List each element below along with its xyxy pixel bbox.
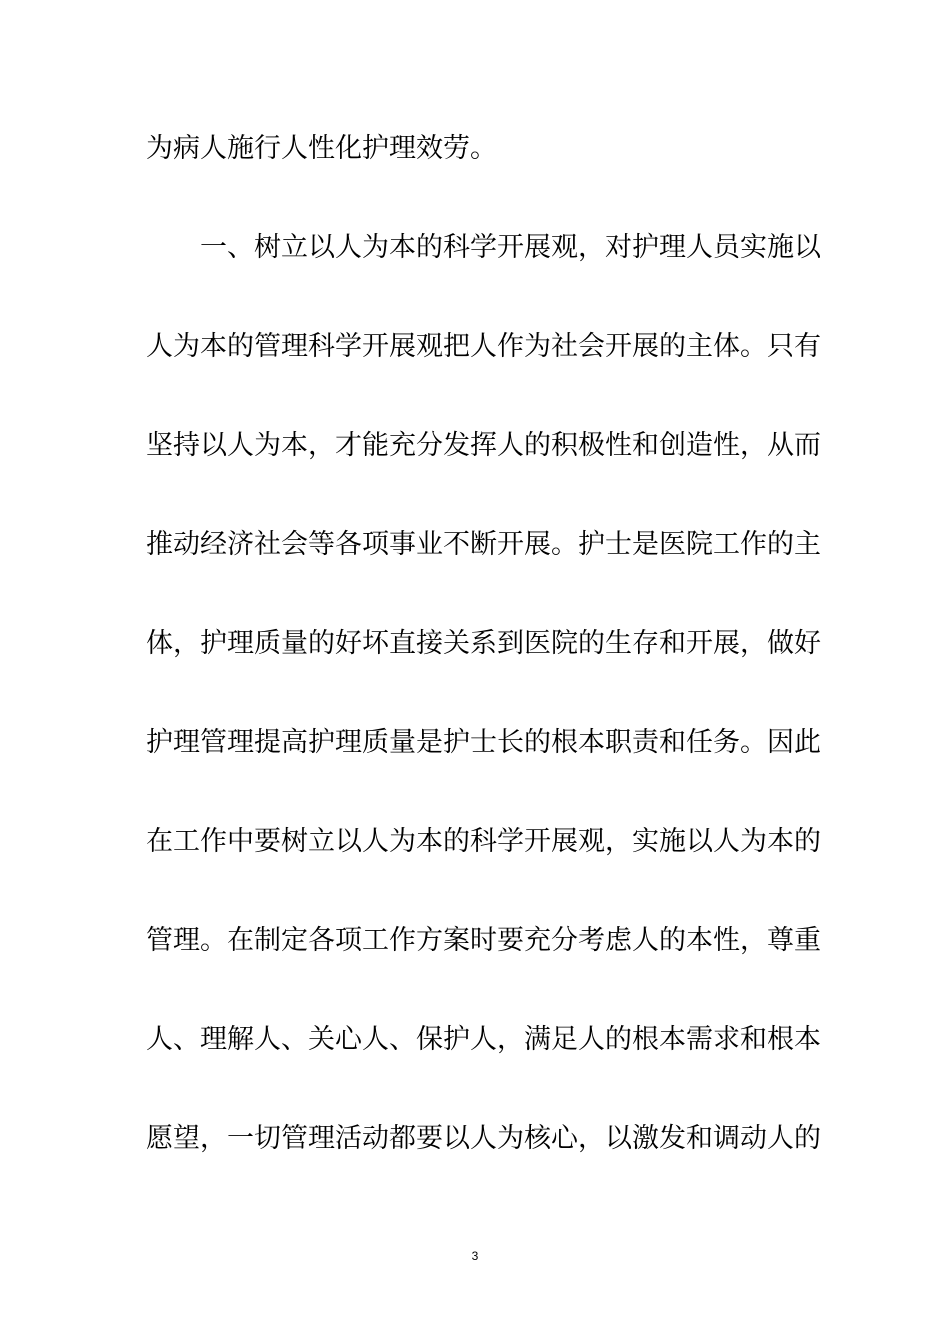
paragraph-line-5: 推动经济社会等各项事业不断开展。护士是医院工作的主 [146, 529, 821, 560]
paragraph-line-8: 在工作中要树立以人为本的科学开展观，实施以人为本的 [146, 826, 821, 857]
paragraph-line-3: 人为本的管理科学开展观把人作为社会开展的主体。只有 [146, 331, 821, 362]
paragraph-line-7: 护理管理提高护理质量是护士长的根本职责和任务。因此 [146, 727, 821, 758]
paragraph-line-4: 坚持以人为本，才能充分发挥人的积极性和创造性，从而 [146, 430, 821, 461]
paragraph-line-6: 体，护理质量的好坏直接关系到医院的生存和开展，做好 [146, 628, 821, 659]
paragraph-line-11: 愿望，一切管理活动都要以人为核心，以激发和调动人的 [146, 1123, 821, 1154]
paragraph-line-1: 为病人施行人性化护理效劳。 [146, 133, 497, 164]
page-number: 3 [471, 1249, 479, 1263]
paragraph-line-2: 一、树立以人为本的科学开展观，对护理人员实施以 [200, 232, 821, 263]
paragraph-line-10: 人、理解人、关心人、保护人，满足人的根本需求和根本 [146, 1024, 821, 1055]
paragraph-line-9: 管理。在制定各项工作方案时要充分考虑人的本性，尊重 [146, 925, 821, 956]
